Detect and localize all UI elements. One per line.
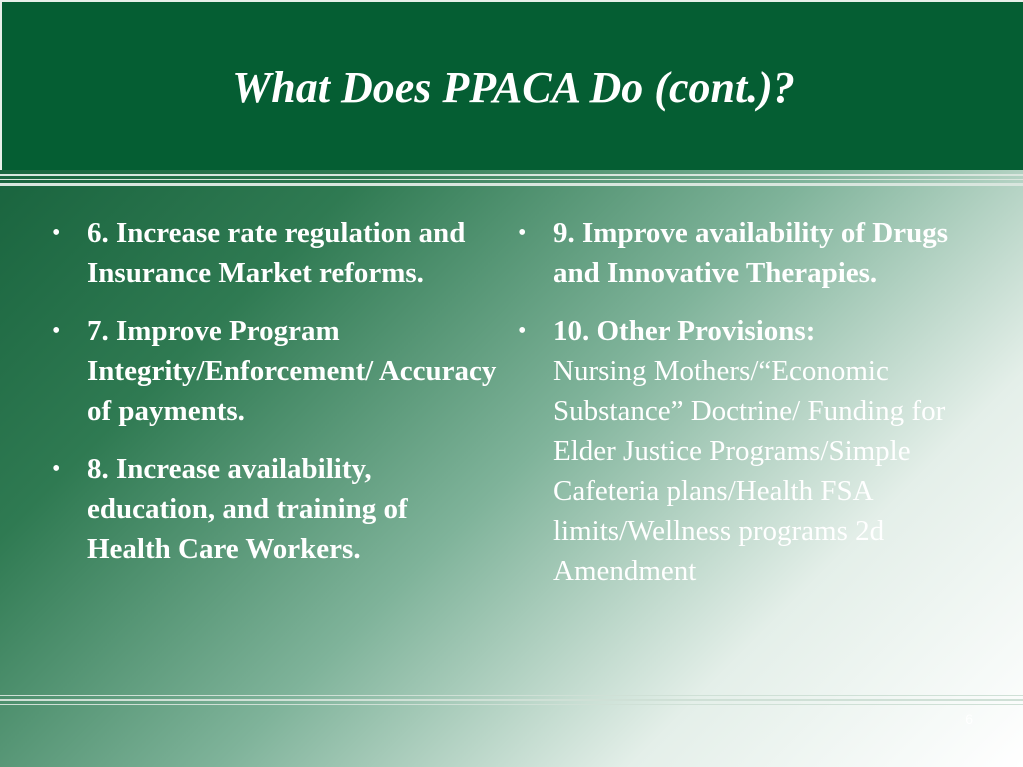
list-item bbox=[518, 311, 988, 591]
footer-line bbox=[0, 695, 1023, 696]
divider-line bbox=[0, 183, 1023, 186]
divider-line bbox=[0, 174, 1023, 176]
item-text: 6. Increase rate regulation and Insurance Market reforms. bbox=[87, 217, 466, 289]
divider-line bbox=[0, 179, 1023, 180]
bullet-icon: • bbox=[52, 220, 61, 246]
list-item bbox=[52, 311, 497, 431]
footer-line bbox=[0, 699, 1023, 701]
list-item bbox=[52, 213, 497, 293]
item-text: 8. Increase availability, education, and training of Health Care Workers. bbox=[87, 453, 408, 565]
footer-line bbox=[0, 704, 1023, 705]
list-item bbox=[52, 449, 497, 569]
page-number: 6 bbox=[965, 711, 973, 727]
bullet-icon: • bbox=[518, 220, 527, 246]
bullet-icon: • bbox=[52, 456, 61, 482]
list-item bbox=[518, 213, 988, 293]
title-bar bbox=[0, 0, 1023, 170]
item-text: 7. Improve Program Integrity/Enforcement/ Accuracy of payments. bbox=[87, 315, 497, 427]
right-bullet-list bbox=[518, 213, 988, 609]
bullet-icon: • bbox=[518, 318, 527, 344]
item-detail: Nursing Mothers/“Economic Substance” Doctrine/ Funding for Elder Justice Programs/Simple Cafeteria plans/Health FSA limits/Wellness programs 2d Amendment bbox=[553, 355, 946, 587]
item-text: 10. Other Provisions: bbox=[553, 315, 816, 347]
bullet-icon: • bbox=[52, 318, 61, 344]
slide-title: What Does PPACA Do (cont.)? bbox=[232, 63, 795, 112]
left-bullet-list bbox=[52, 213, 497, 587]
item-text: 9. Improve availability of Drugs and Innovative Therapies. bbox=[553, 217, 948, 289]
